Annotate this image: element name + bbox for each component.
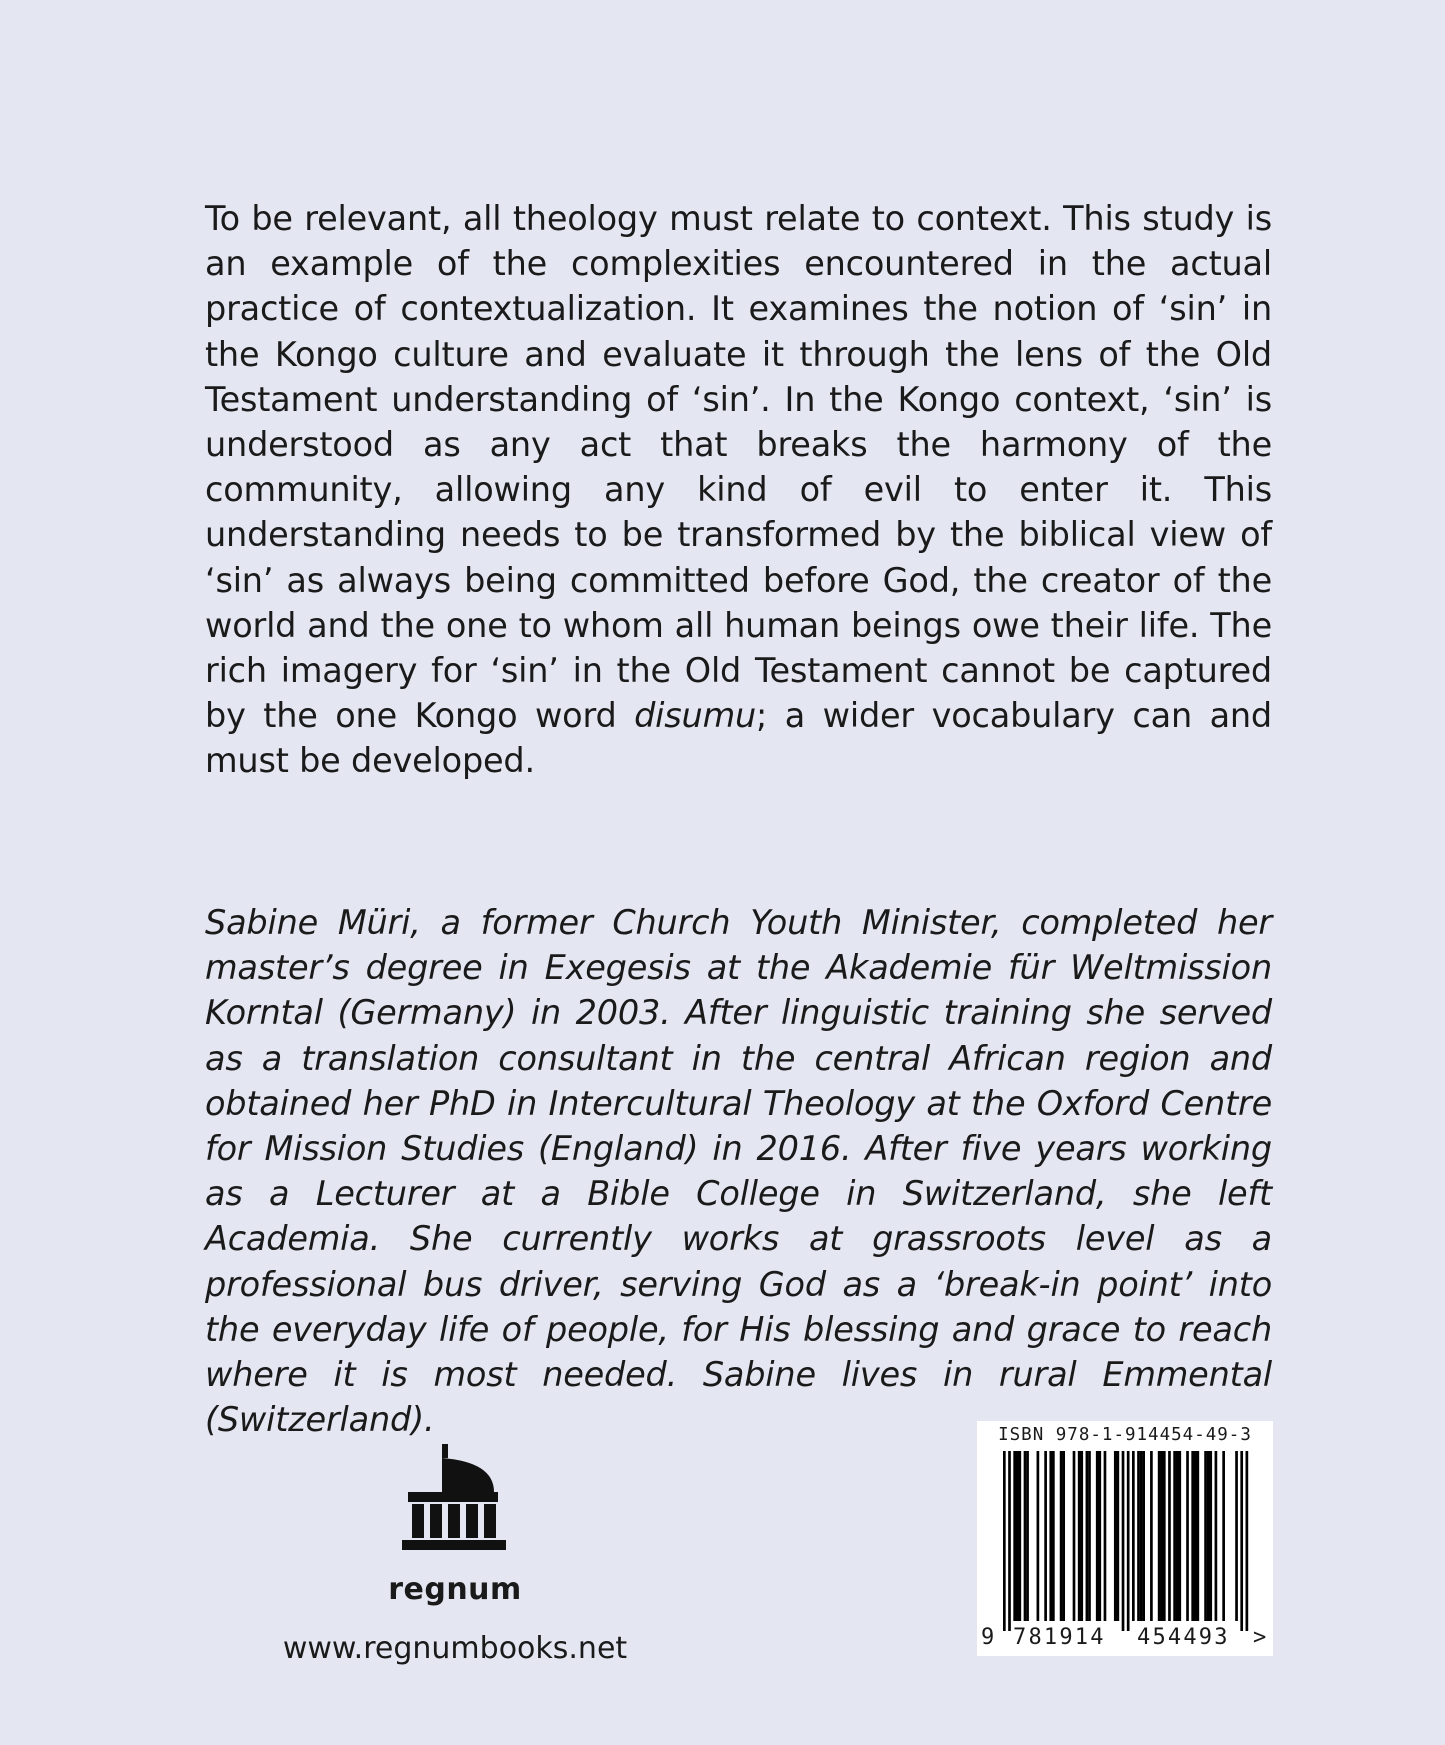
barcode-right-digits: 454493 [1137, 1625, 1230, 1650]
barcode-bar [1037, 1451, 1040, 1621]
blurb-text-2: ; a wider vocabulary can and must be developed. [205, 696, 1272, 781]
barcode-bar [1168, 1451, 1171, 1621]
barcode-bar [1142, 1451, 1145, 1621]
barcode-end-mark: > [1253, 1625, 1269, 1650]
blurb-emphasis: disumu [634, 696, 757, 736]
barcode-bar [1240, 1451, 1243, 1631]
barcode-bar [1140, 1451, 1143, 1621]
barcode-bar [1194, 1451, 1197, 1621]
barcode-bar [1062, 1451, 1065, 1621]
domed-building-icon [390, 1440, 520, 1570]
barcode-bar [1160, 1451, 1163, 1621]
barcode-bar [1178, 1451, 1181, 1621]
barcode-bars [977, 1421, 1273, 1656]
barcode-bar [1176, 1451, 1179, 1621]
barcode-bar [1117, 1451, 1120, 1621]
barcode-bar [1044, 1451, 1047, 1621]
barcode-bar [1163, 1451, 1166, 1621]
barcode-bar [1197, 1451, 1200, 1621]
barcode-bar [1132, 1451, 1135, 1621]
barcode-bar [1235, 1451, 1238, 1621]
isbn-label: ISBN 978-1-914454-49-3 [998, 1425, 1252, 1445]
barcode-bar [1026, 1451, 1029, 1621]
barcode-bar [1246, 1451, 1249, 1631]
barcode-bar [1150, 1451, 1153, 1621]
barcode-bar [1173, 1451, 1176, 1621]
barcode-bar [1016, 1451, 1019, 1621]
barcode-bar [1204, 1451, 1207, 1621]
barcode-bar [1073, 1451, 1076, 1621]
barcode-bar [1060, 1451, 1063, 1621]
barcode-bar [1186, 1451, 1189, 1621]
blurb-text-1: To be relevant, all theology must relate to context. This study is an example of the complexities encountered in the actual practice of contextualization. It examines the notion of ‘sin’ in the Kongo culture and evaluate it through the lens of the Old Testament understanding of ‘sin’. In the Kongo context, ‘sin’ is understood as any act that breaks the harmony of the community, allowing any kind of evil to enter it. This understanding needs to be transformed by the biblical view of ‘sin’ as always being committed before God, the creator of the world and the one to whom all human beings owe their life. The rich imagery for ‘sin’ in the Old Testament cannot be captured by the one Kongo word [205, 199, 1272, 736]
barcode-bar [1158, 1451, 1161, 1621]
barcode-bar [1207, 1451, 1210, 1621]
barcode-bar [1104, 1451, 1107, 1621]
isbn-barcode [977, 1421, 1273, 1656]
barcode-left-digits: 781914 [1013, 1625, 1106, 1650]
barcode-bar [1222, 1451, 1225, 1621]
barcode-bar [1013, 1451, 1016, 1621]
barcode-bar [1003, 1451, 1006, 1631]
barcode-lead-digit: 9 [981, 1625, 997, 1650]
barcode-bar [1209, 1451, 1212, 1621]
barcode-bar [1098, 1451, 1101, 1621]
barcode-bar [1049, 1451, 1052, 1621]
barcode-bar [1191, 1451, 1194, 1621]
barcode-bar [1137, 1451, 1140, 1621]
barcode-bar [1122, 1451, 1125, 1631]
barcode-bar [1096, 1451, 1099, 1621]
publisher-name: regnum [388, 1572, 522, 1607]
barcode-bar [1080, 1451, 1083, 1621]
barcode-bar [1052, 1451, 1055, 1621]
barcode-bar [1086, 1451, 1089, 1621]
barcode-bar [1215, 1451, 1218, 1621]
publisher-url[interactable]: www.regnumbooks.net [282, 1631, 628, 1666]
barcode-bar [1018, 1451, 1021, 1621]
barcode-bar [1078, 1451, 1081, 1621]
barcode-bar [1127, 1451, 1130, 1631]
publisher-block [280, 1440, 630, 1666]
blurb-paragraph [205, 196, 1272, 784]
barcode-bar [1008, 1451, 1011, 1631]
barcode-bar [1114, 1451, 1117, 1621]
author-bio: Sabine Müri, a former Church Youth Minister, completed her master’s degree in Exegesis at the Akademie für Weltmission Korntal (Germany) in 2003. After linguistic training she served as a translation consultant in the central African region and obtained her PhD in Intercultural Theology at the Oxford Centre for Mission Studies (England) in 2016. After five years working as a Lecturer at a Bible College in Switzerland, she left Academia. She currently works at grassroots level as a professional bus driver, serving God as a ‘break-in point’ into the everyday life of people, for His blessing and grace to reach where it is most needed. Sabine lives in rural Emmental (Switzerland). [205, 903, 1272, 1440]
barcode-bar [1024, 1451, 1027, 1621]
barcode-bar [1088, 1451, 1091, 1621]
